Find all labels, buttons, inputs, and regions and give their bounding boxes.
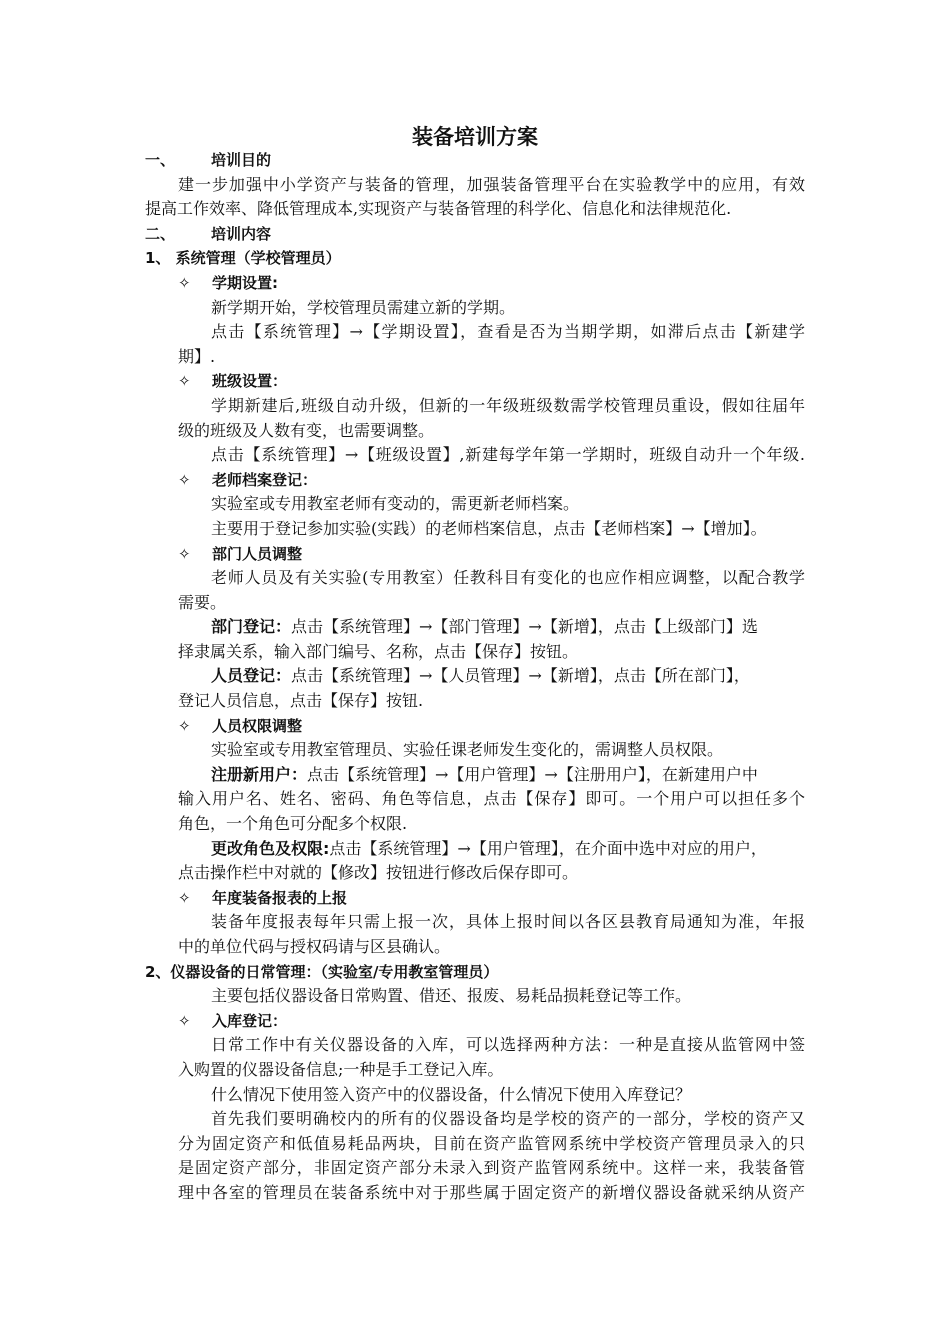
- section-number: 一、: [145, 151, 176, 169]
- paragraph-line: [145, 615, 805, 640]
- bullet-title: 部门人员调整: [212, 544, 303, 563]
- bullet-heading: [145, 271, 805, 296]
- paragraph-line: 学期新建后,班级自动升级，但新的一年级班级数需学校管理员重设，假如往届年: [211, 395, 805, 415]
- bullet-heading: [145, 1009, 805, 1034]
- section-heading: [145, 222, 805, 247]
- bullet-title: 班级设置：: [212, 372, 288, 391]
- paragraph-line: 理中各室的管理员在装备系统中对于那些属于固定资产的新增仪器设备就采纳从资产: [178, 1182, 805, 1202]
- paragraph-line: 分为固定资产和低值易耗品两块，目前在资产监管网系统中学校资产管理员录入的只: [178, 1133, 805, 1153]
- bullet-title: 年度装备报表的上报: [212, 888, 348, 907]
- section-title: 培训目的: [211, 151, 272, 169]
- paragraph-line: 入购置的仪器设备信息;一种是手工登记入库。: [178, 1059, 504, 1079]
- inline-label: 更改角色及权限:: [211, 838, 330, 858]
- paragraph-line: 实验室或专用教室老师有变动的，需更新老师档案。: [211, 494, 580, 514]
- paragraph-line: 级的班级及人数有变，也需要调整。: [178, 420, 435, 440]
- bullet-title: 人员权限调整: [212, 716, 303, 735]
- paragraph-line: 期】.: [178, 346, 216, 366]
- paragraph-line: 提高工作效率、降低管理成本,实现资产与装备管理的科学化、信息化和法律规范化.: [145, 199, 732, 219]
- paragraph-line: 点击【系统管理】→【学期设置】，查看是否为当期学期，如滞后点击【新建学: [211, 322, 805, 342]
- paragraph-line: 是固定资产部分，非固定资产部分未录入到资产监管网系统中。这样一来，我装备管: [178, 1158, 805, 1178]
- inline-label: 注册新用户：: [211, 764, 308, 784]
- diamond-bullet-icon: ✧: [178, 544, 191, 563]
- paragraph-line: 点击【系统管理】→【班级设置】,新建每学年第一学期时，班级自动升一个年级.: [211, 445, 805, 465]
- paragraph-line: 登记人员信息，点击【保存】按钮.: [178, 691, 424, 711]
- paragraph-line: 新学期开始，学校管理员需建立新的学期。: [211, 297, 516, 317]
- bullet-title: 老师档案登记：: [212, 470, 318, 489]
- inline-text: 点击【系统管理】→【人员管理】→【新增】，点击【所在部门】，: [291, 666, 750, 686]
- subsection-heading: 2、仪器设备的日常管理：（实验室/专用教室管理员）: [145, 962, 499, 981]
- paragraph-line: 择隶属关系，输入部门编号、名称，点击【保存】按钮。: [178, 641, 579, 661]
- subsection-heading: 1、 系统管理（学校管理员）: [145, 249, 341, 268]
- document-body: [145, 148, 805, 1206]
- section-title: 培训内容: [211, 224, 272, 243]
- paragraph-line: 什么情况下使用签入资产中的仪器设备，什么情况下使用入库登记？: [211, 1084, 692, 1104]
- paragraph-line: 点击操作栏中对就的【修改】按钮进行修改后保存即可。: [178, 863, 579, 883]
- section-heading: [145, 148, 805, 173]
- paragraph-line: [145, 837, 805, 862]
- paragraph-line: 主要包括仪器设备日常购置、借还、报废、易耗品损耗登记等工作。: [211, 986, 692, 1006]
- bullet-heading: [145, 886, 805, 911]
- diamond-bullet-icon: ✧: [178, 470, 191, 489]
- paragraph-line: 装备年度报表每年只需上报一次，具体上报时间以各区县教育局通知为准，年报: [211, 912, 805, 932]
- diamond-bullet-icon: ✧: [178, 372, 191, 391]
- bullet-heading: [145, 468, 805, 493]
- inline-label: 人员登记：: [211, 666, 292, 686]
- inline-label: 部门登记：: [211, 617, 292, 637]
- diamond-bullet-icon: ✧: [178, 273, 191, 292]
- paragraph-line: 需要。: [178, 592, 227, 612]
- paragraph-line: 角色，一个角色可分配多个权限.: [178, 814, 408, 834]
- paragraph-line: 建一步加强中小学资产与装备的管理，加强装备管理平台在实验教学中的应用，有效: [178, 174, 805, 194]
- paragraph-line: 老师人员及有关实验(专用教室）任教科目有变化的也应作相应调整，以配合教学: [211, 568, 805, 588]
- paragraph-line: 首先我们要明确校内的所有的仪器设备均是学校的资产的一部分，学校的资产又: [211, 1109, 805, 1129]
- section-number: 二、: [145, 224, 176, 243]
- paragraph-line: 输入用户名、姓名、密码、角色等信息，点击【保存】即可。一个用户可以担任多个: [178, 789, 805, 809]
- paragraph-line: [145, 664, 805, 689]
- diamond-bullet-icon: ✧: [178, 888, 191, 907]
- inline-text: 点击【系统管理】→【用户管理】，在介面中选中对应的用户，: [329, 838, 767, 858]
- paragraph-line: 实验室或专用教室管理员、实验任课老师发生变化的，需调整人员权限。: [211, 740, 724, 760]
- diamond-bullet-icon: ✧: [178, 716, 191, 735]
- inline-text: 点击【系统管理】→【部门管理】→【新增】，点击【上级部门】选: [291, 617, 758, 637]
- bullet-title: 入库登记：: [212, 1011, 288, 1030]
- bullet-heading: [145, 542, 805, 567]
- bullet-heading: [145, 714, 805, 739]
- bullet-title: 学期设置:: [212, 273, 278, 292]
- paragraph-line: 主要用于登记参加实验(实践）的老师档案信息，点击【老师档案】→【增加】。: [211, 518, 767, 538]
- page-title: 装备培训方案: [412, 125, 538, 149]
- paragraph-line: [145, 763, 805, 788]
- paragraph-line: 中的单位代码与授权码请与区县确认。: [178, 937, 451, 956]
- inline-text: 点击【系统管理】→【用户管理】→【注册用户】，在新建用户中: [307, 764, 758, 784]
- bullet-heading: [145, 369, 805, 394]
- diamond-bullet-icon: ✧: [178, 1011, 191, 1030]
- paragraph-line: 日常工作中有关仪器设备的入库，可以选择两种方法：一种是直接从监管网中签: [211, 1035, 805, 1055]
